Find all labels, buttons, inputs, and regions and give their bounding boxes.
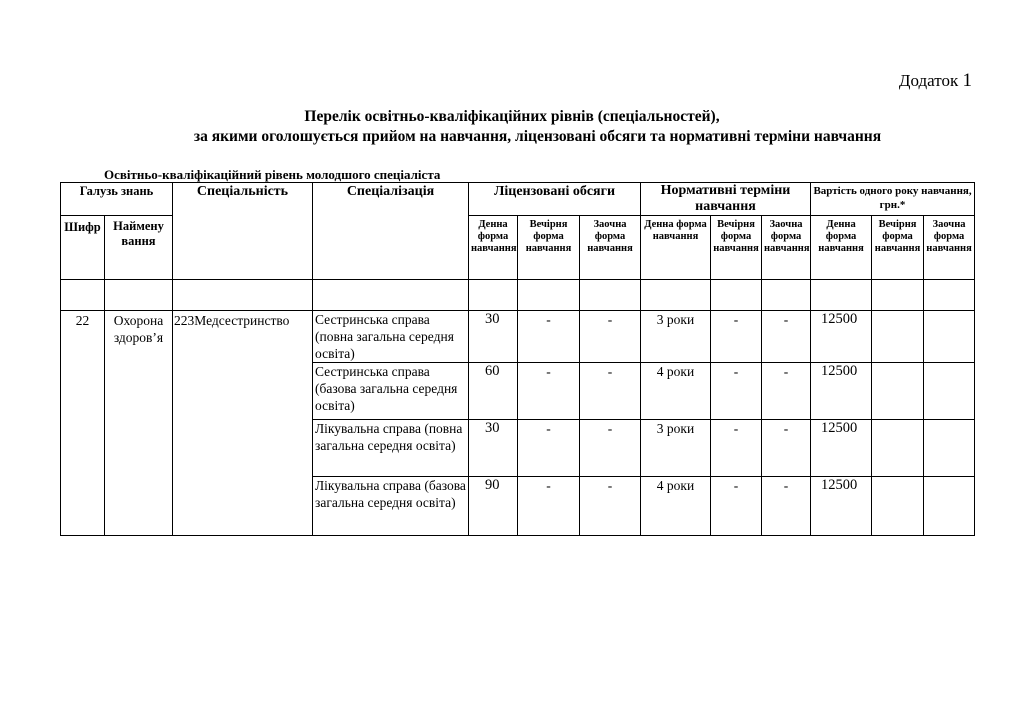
header-specialization: Спеціалізація	[313, 183, 469, 280]
header-specialty: Спеціальність	[173, 183, 313, 280]
header-field: Галузь знань	[61, 183, 173, 216]
annex-number: 1	[962, 70, 972, 91]
annex-label	[899, 70, 972, 92]
header-cost-day: Денна форма навчання	[811, 216, 872, 280]
spacer-cell	[811, 280, 872, 311]
header-annual-cost: Вартість одного року навчання, грн.*	[811, 183, 975, 216]
spacer-cell	[313, 280, 469, 311]
licensed-extramural-cell: -	[580, 477, 641, 536]
header-licensed-day: Денна форма навчання	[469, 216, 518, 280]
licensed-extramural-cell: -	[580, 363, 641, 420]
term-day-cell: 4 роки	[641, 477, 711, 536]
licensed-evening-cell: -	[518, 477, 580, 536]
spacer-cell	[641, 280, 711, 311]
header-term-extramural: Заочна форма навчання	[762, 216, 811, 280]
cost-day-cell: 12500	[811, 477, 872, 536]
term-extramural-cell: -	[762, 363, 811, 420]
field-code-cell: 22	[61, 311, 105, 536]
header-term-evening: Вечірня форма навчання	[711, 216, 762, 280]
spacer-cell	[762, 280, 811, 311]
cost-extramural-cell	[924, 363, 975, 420]
spacer-cell	[469, 280, 518, 311]
header-spacer-row	[61, 280, 975, 311]
header-licensed-volumes: Ліцензовані обсяги	[469, 183, 641, 216]
term-evening-cell: -	[711, 363, 762, 420]
spacer-cell	[61, 280, 105, 311]
licensed-day-cell: 90	[469, 477, 518, 536]
header-cost-evening: Вечірня форма навчання	[872, 216, 924, 280]
document-title-line-1: Перелік освітньо-кваліфікаційних рівнів (спеціальностей),	[304, 108, 720, 125]
licensed-evening-cell: -	[518, 311, 580, 363]
cost-extramural-cell	[924, 477, 975, 536]
term-evening-cell: -	[711, 420, 762, 477]
specialization-cell: Сестринська справа (базова загальна середня освіта)	[313, 363, 469, 420]
cost-day-cell: 12500	[811, 420, 872, 477]
spacer-cell	[872, 280, 924, 311]
term-evening-cell: -	[711, 477, 762, 536]
cost-day-cell: 12500	[811, 363, 872, 420]
header-licensed-extramural: Заочна форма навчання	[580, 216, 641, 280]
licensed-extramural-cell: -	[580, 420, 641, 477]
cost-evening-cell	[872, 311, 924, 363]
header-term-day: Денна форма навчання	[641, 216, 711, 280]
cost-evening-cell	[872, 363, 924, 420]
header-normative-terms: Нормативні терміни навчання	[641, 183, 811, 216]
term-extramural-cell: -	[762, 477, 811, 536]
licensed-evening-cell: -	[518, 363, 580, 420]
licensed-extramural-cell: -	[580, 311, 641, 363]
document-title-line-2: за якими оголошується прийом на навчання, ліцензовані обсяги та нормативні терміни навчання	[193, 128, 882, 145]
licensed-day-cell: 30	[469, 311, 518, 363]
spacer-cell	[711, 280, 762, 311]
licensed-day-cell: 60	[469, 363, 518, 420]
term-day-cell: 3 роки	[641, 311, 711, 363]
specialization-cell: Лікувальна справа (повна загальна середня освіта)	[313, 420, 469, 477]
field-name-cell: Охорона здоров’я	[105, 311, 173, 536]
cost-day-cell: 12500	[811, 311, 872, 363]
term-evening-cell: -	[711, 311, 762, 363]
licensed-day-cell: 30	[469, 420, 518, 477]
spacer-cell	[518, 280, 580, 311]
spacer-cell	[173, 280, 313, 311]
header-licensed-evening: Вечірня форма навчання	[518, 216, 580, 280]
admission-table	[60, 182, 975, 536]
spacer-cell	[580, 280, 641, 311]
spacer-cell	[924, 280, 975, 311]
term-day-cell: 4 роки	[641, 363, 711, 420]
term-day-cell: 3 роки	[641, 420, 711, 477]
specialty-cell: 223Медсестринство	[173, 311, 313, 536]
cost-evening-cell	[872, 477, 924, 536]
specialization-cell: Сестринська справа (повна загальна середня освіта)	[313, 311, 469, 363]
header-row-1	[61, 183, 975, 216]
term-extramural-cell: -	[762, 311, 811, 363]
table-row	[61, 311, 975, 363]
cost-extramural-cell	[924, 311, 975, 363]
licensed-evening-cell: -	[518, 420, 580, 477]
term-extramural-cell: -	[762, 420, 811, 477]
header-name: Наймену вання	[105, 216, 173, 280]
annex-text: Додаток	[898, 71, 959, 90]
qualification-level-subtitle: Освітньо-кваліфікаційний рівень молодшого спеціаліста	[104, 167, 441, 182]
specialization-cell: Лікувальна справа (базова загальна середня освіта)	[313, 477, 469, 536]
cost-extramural-cell	[924, 420, 975, 477]
spacer-cell	[105, 280, 173, 311]
header-code: Шифр	[61, 216, 105, 280]
header-cost-extramural: Заочна форма навчання	[924, 216, 975, 280]
cost-evening-cell	[872, 420, 924, 477]
